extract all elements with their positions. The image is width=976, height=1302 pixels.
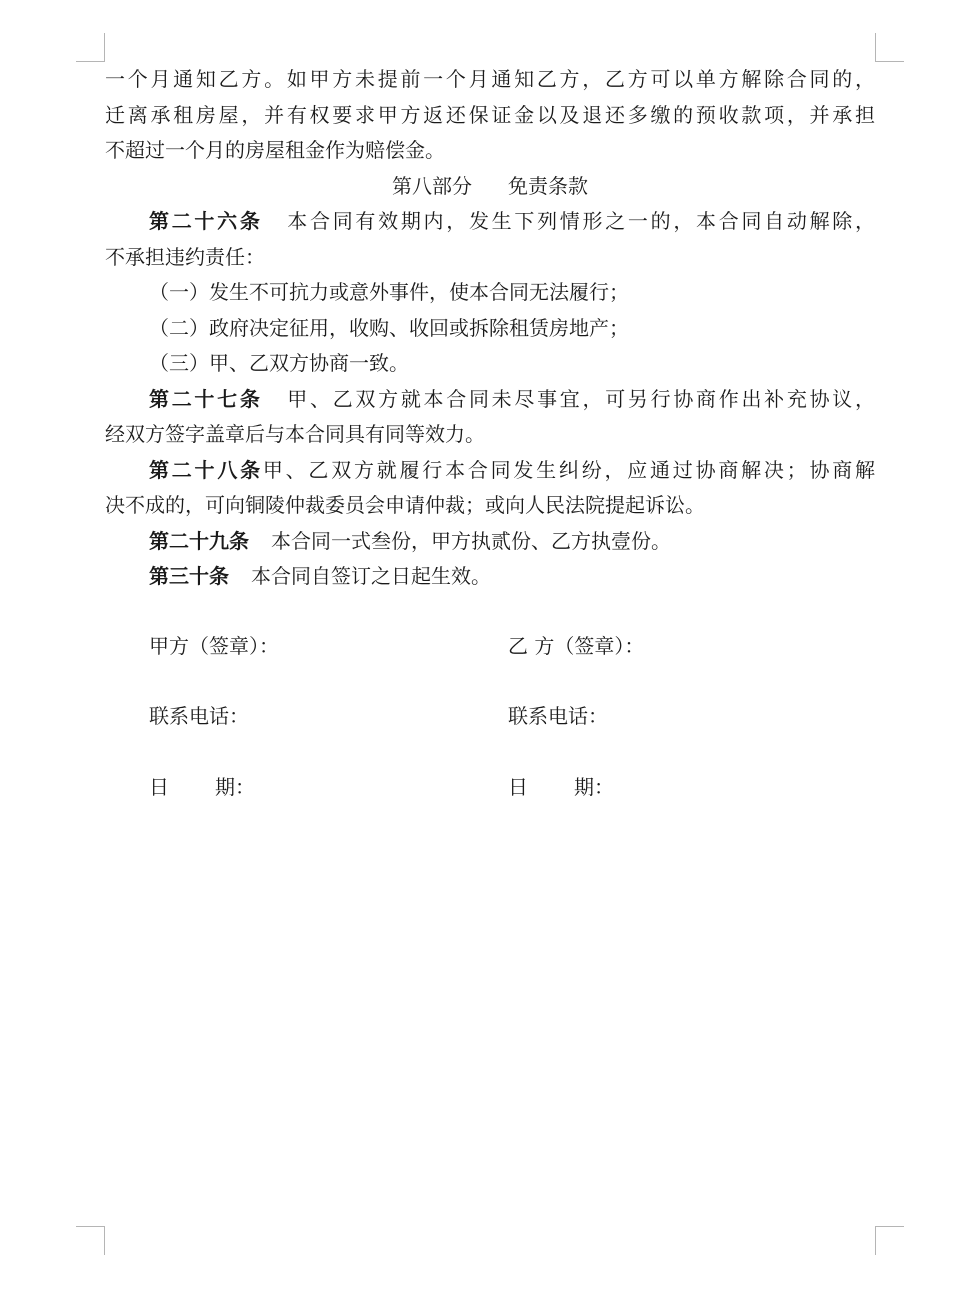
article-heading: 第二十七条	[149, 386, 263, 411]
margin-mark-bottom-left	[76, 1226, 105, 1255]
margin-mark-top-right	[875, 33, 904, 62]
paragraph-line: 经双方签字盖章后与本合同具有同等效力。	[105, 422, 485, 446]
margin-mark-top-left	[76, 33, 105, 62]
article-26: 第二十六条 本合同有效期内，发生下列情形之一的，本合同自动解除，	[149, 209, 875, 233]
article-30: 第三十条 本合同自签订之日起生效。	[149, 564, 491, 588]
party-a-date-label: 日 期：	[149, 775, 255, 799]
list-item: （三）甲、乙双方协商一致。	[149, 351, 409, 375]
party-b-date-label: 日 期：	[508, 775, 614, 799]
section-title: 免责条款	[508, 173, 588, 198]
article-29: 第二十九条 本合同一式叁份，甲方执贰份、乙方执壹份。	[149, 528, 671, 553]
paragraph-line: 决不成的，可向铜陵仲裁委员会申请仲裁；或向人民法院提起诉讼。	[105, 493, 705, 517]
party-b-signature-label: 乙 方（签章）：	[508, 634, 645, 658]
article-heading: 第二十九条	[149, 528, 249, 553]
article-heading: 第三十条	[149, 564, 229, 588]
list-item: （二）政府决定征用，收购、收回或拆除租赁房地产；	[149, 315, 629, 340]
section-number: 第八部分	[392, 173, 472, 198]
party-a-signature-label: 甲方（签章）：	[149, 634, 279, 658]
section-heading	[105, 169, 875, 205]
article-28: 第二十八条甲、乙双方就履行本合同发生纠纷，应通过协商解决；协商解	[149, 457, 875, 482]
party-b-phone-label: 联系电话：	[508, 704, 608, 728]
paragraph-line: 不承担违约责任：	[105, 244, 265, 269]
margin-mark-bottom-right	[875, 1226, 904, 1255]
article-heading: 第二十八条	[149, 457, 263, 482]
paragraph-line: 一个月通知乙方。如甲方未提前一个月通知乙方，乙方可以单方解除合同的，	[105, 67, 875, 91]
article-heading: 第二十六条	[149, 209, 263, 233]
list-item: （一）发生不可抗力或意外事件，使本合同无法履行；	[149, 280, 629, 304]
paragraph-line: 不超过一个月的房屋租金作为赔偿金。	[105, 138, 445, 162]
paragraph-line: 迁离承租房屋，并有权要求甲方返还保证金以及退还多缴的预收款项，并承担	[105, 102, 875, 127]
party-a-phone-label: 联系电话：	[149, 704, 249, 728]
document-body	[105, 62, 875, 595]
article-27: 第二十七条 甲、乙双方就本合同未尽事宜，可另行协商作出补充协议，	[149, 386, 875, 411]
